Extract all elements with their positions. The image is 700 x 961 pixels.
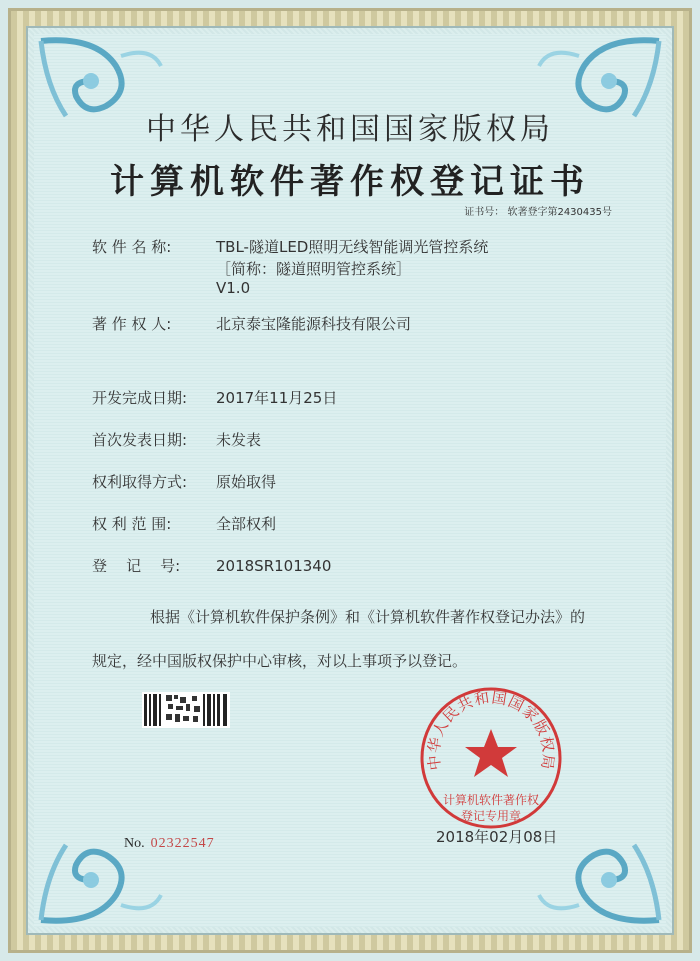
first-publish-value: 未发表 <box>216 431 262 449</box>
owner-label: 著 作 权 人: <box>92 315 172 333</box>
software-short-name: ［简称：隧道照明管控系统］ <box>216 260 412 278</box>
first-publish-row <box>92 429 261 450</box>
seal-star-icon <box>465 729 517 777</box>
registration-row <box>92 555 331 576</box>
certificate-number: 证书号： 软著登字第2430435号 <box>464 207 612 218</box>
certificate-title: 计算机软件著作权登记证书 <box>110 162 590 202</box>
statement-line-2: 规定，经中国版权保护中心审核，对以上事项予以登记。 <box>92 652 468 670</box>
acquisition-row <box>92 471 276 492</box>
registration-value: 2018SR101340 <box>216 557 332 575</box>
statement-line-1: 根据《计算机软件保护条例》和《计算机软件著作权登记办法》的 <box>150 608 586 626</box>
barcode-icon <box>142 692 230 728</box>
acquisition-value: 原始取得 <box>216 473 277 491</box>
scope-value: 全部权利 <box>216 515 277 533</box>
serial-number <box>124 836 215 852</box>
serial-label: No. <box>124 836 145 851</box>
seal-ring-text: 中华人民共和国国家版权局 <box>424 688 558 772</box>
completion-date-row <box>92 387 337 408</box>
software-name-row <box>92 236 488 257</box>
software-version: V1.0 <box>216 279 251 297</box>
issuing-authority: 中华人民共和国国家版权局 <box>146 112 554 147</box>
owner-value: 北京泰宝隆能源科技有限公司 <box>216 315 412 333</box>
first-publish-label: 首次发表日期: <box>92 431 188 449</box>
registration-label: 登 记 号: <box>92 557 181 575</box>
completion-date-value: 2017年11月25日 <box>216 389 338 407</box>
scope-row <box>92 513 276 534</box>
scope-label: 权 利 范 围: <box>92 515 172 533</box>
completion-date-label: 开发完成日期: <box>92 389 188 407</box>
acquisition-label: 权利取得方式: <box>92 473 188 491</box>
software-name-label: 软 件 名 称: <box>92 238 172 256</box>
issue-date: 2018年02月08日 <box>436 828 558 846</box>
software-name-value: TBL-隧道LED照明无线智能调光管控系统 <box>216 238 489 256</box>
seal-center-line-2: 登记专用章 <box>460 809 521 823</box>
serial-value: 02322547 <box>150 836 215 851</box>
owner-row <box>92 313 411 334</box>
seal-center-line-1: 计算机软件著作权 <box>442 793 539 807</box>
